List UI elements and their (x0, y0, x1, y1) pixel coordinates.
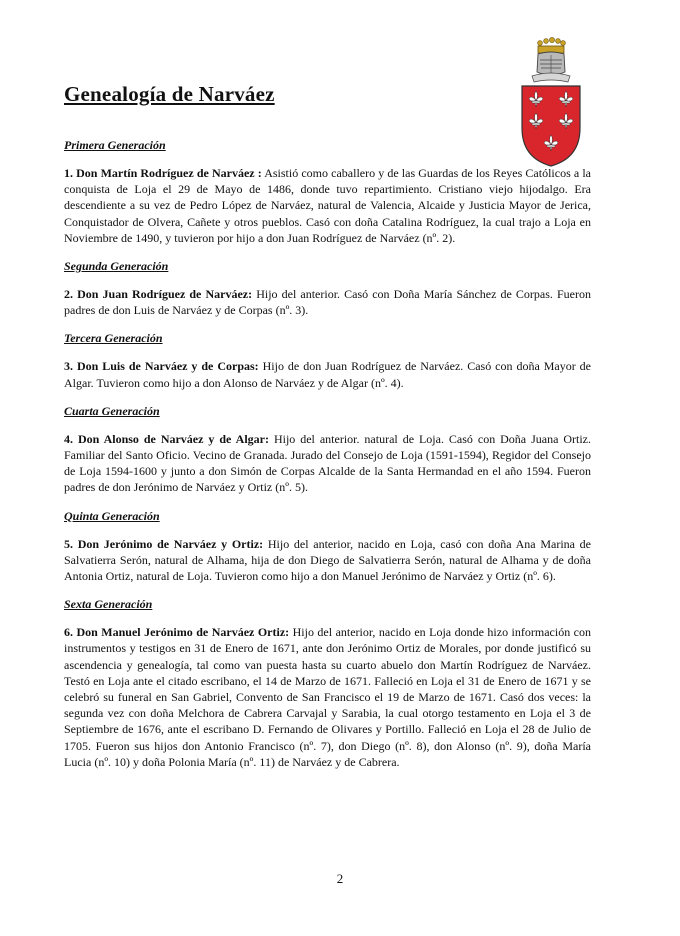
page-number: 2 (336, 871, 344, 886)
entry-text: Asistió como caballero y de las Guardas de los Reyes Católicos a la conquista de Loja el 29 de Mayo de 1486, donde tuvo repartimiento. Cristiano viejo hijodalgo. Era descendiente a su vez de Pedro López de Narváez, natural de Valencia, Alcaide y Justicia Mayor de Jerica, Conquistador de Olvera, Cañete y otros pueblos. Casó con doña Catalina Rodríguez, la cual trajo a Loja en Noviembre de 1490, y tuvieron por hijo a don Juan Rodríguez de Narváez (nº. 2). (64, 166, 591, 245)
generation-entry (64, 536, 591, 585)
generation-heading: Tercera Generación (64, 331, 163, 346)
generation-entry (64, 358, 591, 390)
generation-section-3 (64, 331, 591, 390)
genealogy-content (64, 138, 591, 783)
generation-heading: Primera Generación (64, 138, 166, 152)
generation-section-4 (64, 404, 591, 496)
generation-heading: Sexta Generación (64, 597, 153, 612)
generation-section-5 (64, 509, 591, 585)
generation-heading: Segunda Generación (64, 259, 169, 274)
person-name: 4. Don Alonso de Narváez y de Algar: (64, 431, 269, 446)
generation-section-6 (64, 597, 591, 770)
generation-section-1 (64, 138, 591, 246)
page-title: Genealogía de Narváez (64, 82, 275, 106)
entry-text: Hijo del anterior. natural de Loja. Casó con Doña Juana Ortiz. Familiar del Santo Oficio. Vecino de Granada. Jurado del Consejo de Loja (1591-1594), Regidor del Consejo de Loja 1594-1600 y junto a don Simón de Corpas Alcalde de la Santa Hermandad en el año 1594. Fueron padres de don Jerónimo de Narváez y Ortiz (nº. 5). (64, 431, 592, 495)
generation-entry (64, 286, 591, 318)
helmet-icon (532, 52, 570, 82)
person-name: 5. Don Jerónimo de Narváez y Ortiz: (64, 536, 264, 551)
generation-section-2 (64, 259, 591, 318)
entry-text: Hijo del anterior, nacido en Loja, casó con doña Ana Marina de Salvatierra Serón, natural de Alhama, hija de don Diego de Salvatierra Serón, natural de Alhama y de doña Antonia Ortiz, natural de Loja. Tuvieron como hijo a don Manuel Jerónimo de Narváez y Ortiz (nº. 6). (64, 536, 592, 584)
crown-icon (538, 37, 566, 53)
entry-text: Hijo del anterior, nacido en Loja donde hizo información con instrumentos y testigos en 31 de Enero de 1671, ante don Jerónimo Ortiz de Morales, por donde justificó su ascendencia y genealogía, tal como van puesta hasta su cuarto abuelo don Martín Rodríguez de Narváez. Testó en Loja ante el citado escribano, el 14 de Marzo de 1671. Falleció en Loja el 31 de Enero de 1671 y se celebró su funeral en San Gabriel, Convento de San Francisco el 19 de Marzo de 1671. Casó dos veces: la segunda vez con doña Melchora de Cabrera Carvajal y Sarabia, la cual otorgo testamento en Loja el 3 de Septiembre de 1676, ante el escribano D. Fernando de Olivares y Portillo. Falleció en Loja el 28 de Julio de 1705. Fueron sus hijos don Antonio Francisco (nº. 7), don Diego (nº. 8), don Alonso (nº. 9), doña María Lucia (nº. 10) y doña Polonia María (nº. 11) de Narváez y de Cabrera. (64, 625, 591, 769)
entry-text: Hijo del anterior. Casó con Doña María Sánchez de Corpas. Fueron padres de don Luis de Narváez y de Corpas (nº. 3). (64, 287, 592, 318)
person-name: 1. Don Martín Rodríguez de Narváez : (64, 166, 262, 180)
person-name: 2. Don Juan Rodríguez de Narváez: (64, 287, 253, 302)
person-name: 6. Don Manuel Jerónimo de Narváez Ortiz: (64, 625, 290, 640)
generation-entry (64, 165, 591, 246)
entry-text: Hijo de don Juan Rodríguez de Narváez. Casó con doña Mayor de Algar. Tuvieron como hijo a don Alonso de Narváez y de Algar (nº. 4). (64, 359, 592, 390)
person-name: 3. Don Luis de Narváez y de Corpas: (64, 359, 259, 374)
generation-heading: Cuarta Generación (64, 403, 160, 418)
generation-heading: Quinta Generación (64, 508, 160, 523)
generation-entry (64, 624, 591, 770)
generation-entry (64, 431, 591, 496)
